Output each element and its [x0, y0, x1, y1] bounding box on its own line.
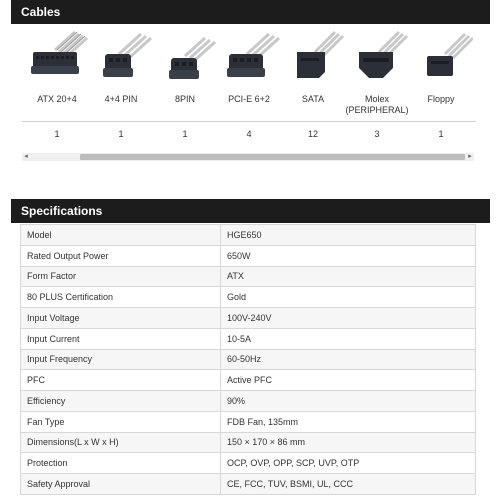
spec-key: Model	[21, 225, 221, 246]
atx-20-4-connector-icon	[25, 28, 89, 90]
table-row	[21, 225, 476, 246]
cable-label: Molex (PERIPHERAL)	[345, 94, 409, 115]
spec-key: Dimensions(L x W x H)	[21, 432, 221, 453]
spec-value: 150 × 170 × 86 mm	[221, 432, 476, 453]
spec-value: Gold	[221, 287, 476, 308]
spec-value: 10-5A	[221, 328, 476, 349]
cable-item-sata	[281, 28, 345, 140]
cable-label: Floppy	[427, 94, 455, 104]
spec-value: CE, FCC, TUV, BSMI, UL, CCC	[221, 474, 476, 495]
spec-key: Input Current	[21, 328, 221, 349]
table-row	[21, 266, 476, 287]
specifications-table	[20, 224, 476, 495]
spec-value: ATX	[221, 266, 476, 287]
table-row	[21, 245, 476, 266]
spec-key: Fan Type	[21, 411, 221, 432]
spec-key: Efficiency	[21, 391, 221, 412]
spec-key: Form Factor	[21, 266, 221, 287]
table-row	[21, 308, 476, 329]
cables-title: Cables	[21, 5, 61, 19]
spec-value: HGE650	[221, 225, 476, 246]
table-row	[21, 328, 476, 349]
cable-label: PCI-E 6+2	[228, 94, 270, 104]
cable-count: 3	[374, 129, 380, 139]
spec-key: Protection	[21, 453, 221, 474]
cable-count: 1	[118, 129, 124, 139]
cable-label: 4+4 PIN	[104, 94, 138, 104]
spec-value: 650W	[221, 245, 476, 266]
spec-key: Safety Approval	[21, 474, 221, 495]
cable-count: 4	[246, 129, 252, 139]
spec-key: 80 PLUS Certification	[21, 287, 221, 308]
molex-connector-icon	[345, 28, 409, 90]
cable-count: 1	[54, 129, 60, 139]
spec-key: Input Frequency	[21, 349, 221, 370]
cable-item-8pin	[153, 28, 217, 140]
table-row	[21, 349, 476, 370]
8-pin-connector-icon	[153, 28, 217, 90]
cable-item-floppy	[409, 28, 473, 140]
spec-key: Input Voltage	[21, 308, 221, 329]
spec-value: 90%	[221, 391, 476, 412]
floppy-connector-icon	[409, 28, 473, 90]
table-row	[21, 370, 476, 391]
cable-item-molex	[345, 28, 409, 140]
cable-item-atx	[25, 28, 89, 140]
table-row	[21, 391, 476, 412]
spec-key: Rated Output Power	[21, 245, 221, 266]
cable-label: ATX 20+4	[37, 94, 77, 104]
scroll-right-arrow-icon[interactable]: ▸	[468, 153, 472, 160]
pcie-6-2-connector-icon	[217, 28, 281, 90]
cable-item-pcie	[217, 28, 281, 140]
spec-key: PFC	[21, 370, 221, 391]
spec-value: FDB Fan, 135mm	[221, 411, 476, 432]
spec-value: 100V-240V	[221, 308, 476, 329]
specifications-title: Specifications	[21, 204, 103, 218]
table-row	[21, 287, 476, 308]
sata-connector-icon	[281, 28, 345, 90]
cable-item-cpu	[89, 28, 153, 140]
spec-value: Active PFC	[221, 370, 476, 391]
spec-value: OCP, OVP, OPP, SCP, UVP, OTP	[221, 453, 476, 474]
table-row	[21, 411, 476, 432]
cable-count: 1	[438, 129, 444, 139]
cables-horizontal-scrollbar[interactable]	[22, 153, 474, 161]
cpu-4-4-pin-connector-icon	[89, 28, 153, 90]
spec-value: 60-50Hz	[221, 349, 476, 370]
cable-label: SATA	[301, 94, 325, 104]
cable-count: 1	[182, 129, 188, 139]
cable-label: 8PIN	[174, 94, 195, 104]
specifications-section-header	[11, 199, 490, 223]
cables-section-header	[11, 0, 490, 24]
table-row	[21, 453, 476, 474]
scrollbar-thumb[interactable]	[80, 154, 465, 160]
cables-divider	[22, 121, 476, 122]
table-row	[21, 474, 476, 495]
cable-count: 12	[307, 129, 318, 139]
table-row	[21, 432, 476, 453]
scroll-left-arrow-icon[interactable]: ◂	[24, 153, 28, 160]
